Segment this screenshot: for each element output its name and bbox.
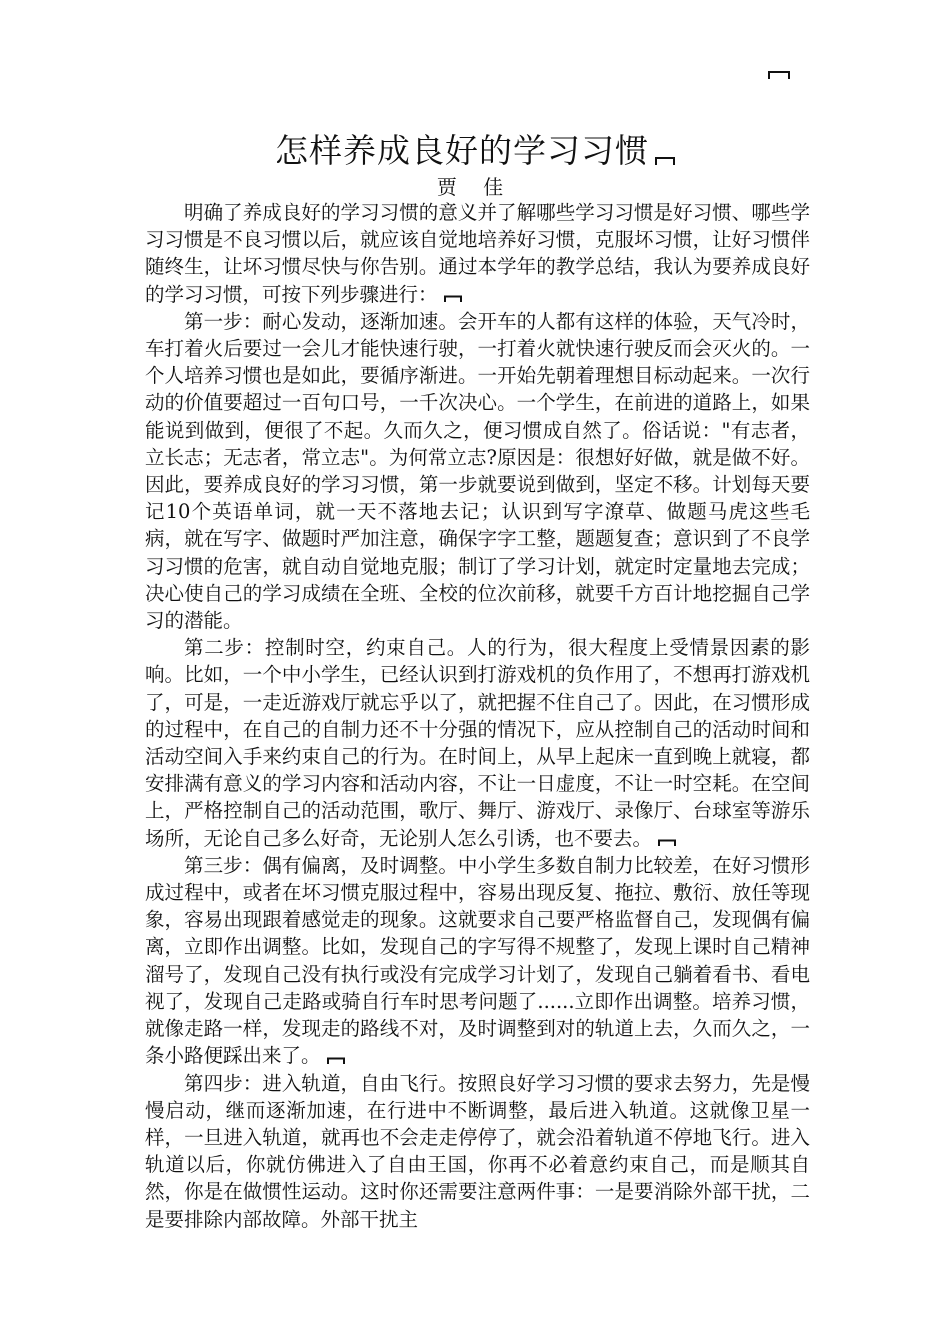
section-break-mark-icon-svg (768, 70, 790, 80)
paragraph-step-1 (145, 308, 810, 634)
paragraph-text: 第一步：耐心发动，逐渐加速。会开车的人都有这样的体验，天气冷时，车打着火后要过一会儿才能快速行驶，一打着火就快速行驶反而会灭火的。一个人培养习惯也是如此，要循序渐进。一开始先朝着理想目标动起来。一次行动的价值要超过一百句口号，一千次决心。一个学生，在前进的道路上，如果能说到做到，便很了不起。久而久之，便习惯成自然了。俗话说："有志者，立长志；无志者，常立志"。为何常立志?原因是：很想好好做，就是做不好。因此，要养成良好的学习习惯，第一步就要说到做到，坚定不移。计划每天要记10个英语单词，就一天不落地去记；认识到写字潦草、做题马虎这些毛病，就在写字、做题时严加注意，确保字字工整，题题复查；意识到了不良学习习惯的危害，就自动自觉地克服；制订了学习计划，就定时定量地去完成；决心使自己的学习成绩在全班、全校的位次前移，就要千方百计地挖掘自己学习的潜能。 (145, 309, 810, 633)
paragraph-intro (145, 199, 810, 308)
document-author: 贾 佳 (436, 175, 514, 199)
paragraph-text: 第三步：偶有偏离，及时调整。中小学生多数自制力比较差，在好习惯形成过程中，或者在坏习惯克服过程中，容易出现反复、拖拉、敷衍、放任等现象，容易出现跟着感觉走的现象。这就要求自己要严格监督自己，发现偶有偏离，立即作出调整。比如，发现自己的字写得不规整了，发现上课时自己精神溜号了，发现自己没有执行或没有完成学习计划了，发现自己躺着看书、看电视了，发现自己走路或骑自行车时思考问题了......立即作出调整。培养习惯，就像走路一样，发现走的路线不对，及时调整到对的轨道上去，久而久之，一条小路便踩出来了。 (145, 853, 810, 1068)
section-break-mark-icon (444, 295, 462, 303)
paragraph-step-4 (145, 1070, 810, 1233)
paragraph-step-3 (145, 852, 810, 1070)
document-body (145, 199, 810, 1233)
section-break-mark-icon (655, 156, 675, 166)
paragraph-text: 明确了养成良好的学习习惯的意义并了解哪些学习习惯是好习惯、哪些学习习惯是不良习惯以后，就应该自觉地培养好习惯，克服坏习惯，让好习惯伴随终生，让坏习惯尽快与你告别。通过本学年的教学总结，我认为要养成良好的学习习惯，可按下列步骤进行： (145, 201, 810, 306)
paragraph-step-2 (145, 634, 810, 852)
section-break-mark-icon (768, 70, 790, 80)
paragraph-text: 第二步：控制时空，约束自己。人的行为，很大程度上受情景因素的影响。比如，一个中小学生，已经认识到打游戏机的负作用了，不想再打游戏机了，可是，一走近游戏厅就忘乎以了，就把握不住自己了。因此，在习惯形成的过程中，在自己的自制力还不十分强的情况下，应从控制自己的活动时间和活动空间入手来约束自己的行为。在时间上，从早上起床一直到晚上就寝，都安排满有意义的学习内容和活动内容，不让一日虚度，不让一时空耗。在空间上，严格控制自己的活动范围，歌厅、舞厅、游戏厅、录像厅、台球室等游乐场所，无论自己多么好奇，无论别人怎么引诱，也不要去。 (145, 636, 810, 850)
paragraph-text: 第四步：进入轨道，自由飞行。按照良好学习习惯的要求去努力，先是慢慢启动，继而逐渐加速，在行进中不断调整，最后进入轨道。这就像卫星一样，一旦进入轨道，就再也不会走走停停了，就会沿着轨道不停地飞行。进入轨道以后，你就仿佛进入了自由王国，你再不必着意约束自己，而是顺其自然，你是在做惯性运动。这时你还需要注意两件事：一是要消除外部干扰，二是要排除内部故障。外部干扰主 (145, 1071, 810, 1231)
section-break-mark-icon (658, 839, 676, 847)
section-break-mark-icon (327, 1057, 345, 1065)
document-title: 怎样养成良好的学习习惯 (275, 131, 649, 170)
document-title-row (0, 130, 950, 172)
section-break-mark-icon-svg (327, 1057, 345, 1065)
section-break-mark-icon-svg (658, 839, 676, 847)
section-break-mark-icon-svg (655, 156, 675, 166)
section-break-mark-icon-svg (444, 295, 462, 303)
